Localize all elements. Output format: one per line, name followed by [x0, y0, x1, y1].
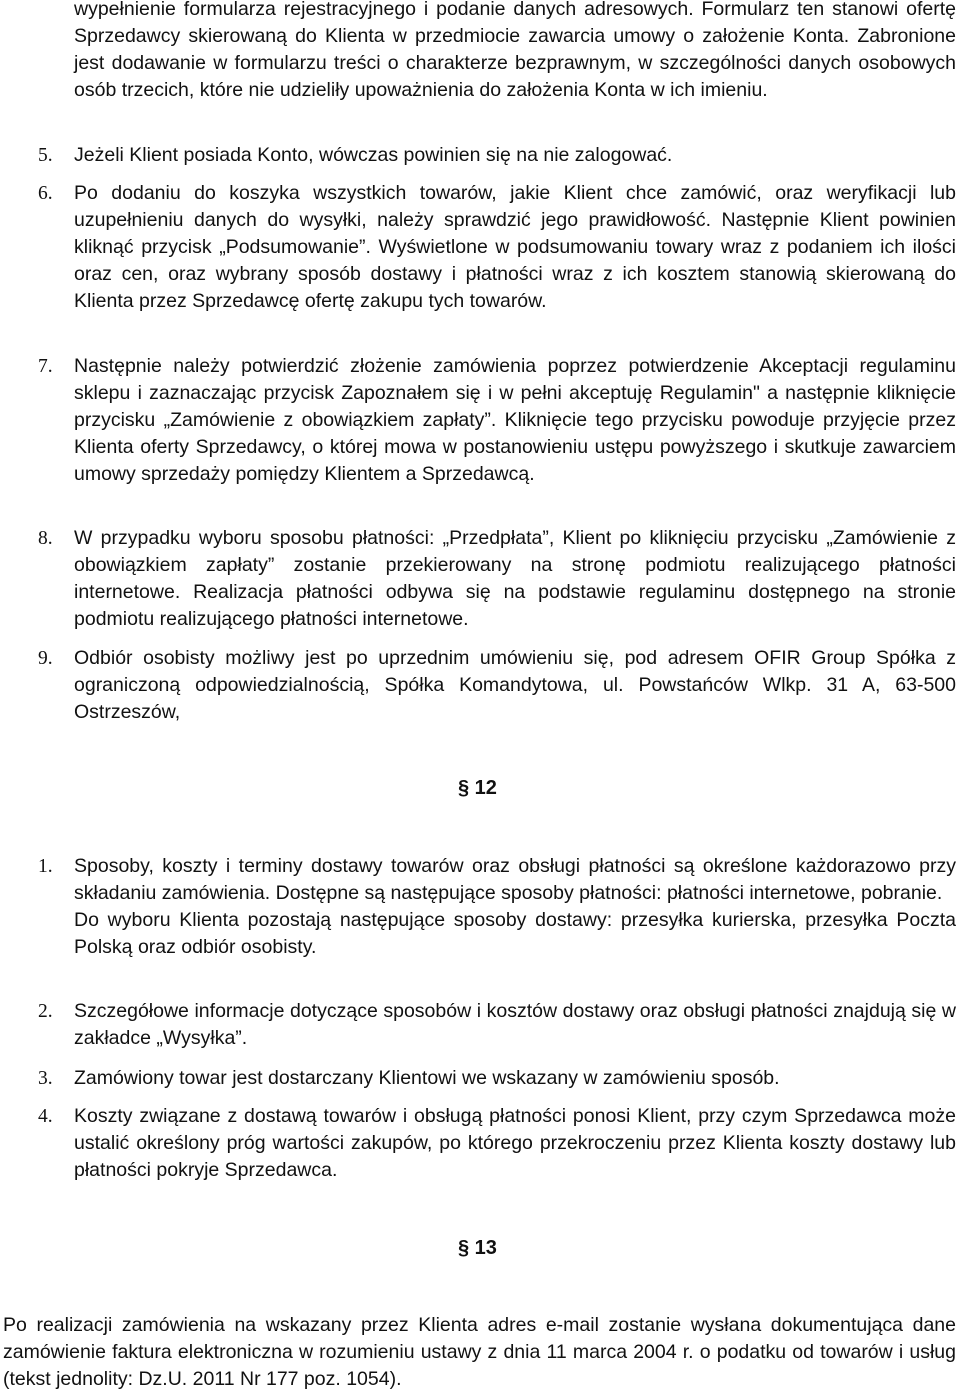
- list-item-text: W przypadku wyboru sposobu płatności: „Przedpłata”, Klient po kliknięciu przycisku „Zamówienie z obowiązkiem zapłaty” zostanie przekierowany na stronę podmiotu realizującego płatności internetowe. Realizacja płatności odbywa się na podstawie regulaminu dostępnego na stronie podmiotu realizującego płatności internetowe.: [74, 527, 956, 630]
- list-item-text: Jeżeli Klient posiada Konto, wówczas powinien się na nie zalogować.: [74, 144, 673, 166]
- list-item-number: 5.: [38, 145, 53, 166]
- list-item-number: 6.: [38, 183, 53, 204]
- list-item-number: 9.: [38, 648, 53, 669]
- list-item-text: Szczegółowe informacje dotyczące sposobów i kosztów dostawy oraz obsługi płatności znajdują się w zakładce „Wysyłka”.: [74, 1000, 956, 1049]
- list-item-text: Zamówiony towar jest dostarczany Klientowi we wskazany w zamówieniu sposób.: [74, 1067, 780, 1089]
- list-item-number: 8.: [38, 528, 53, 549]
- list-item-number: 1.: [38, 856, 53, 877]
- list-item-number: 4.: [38, 1106, 53, 1127]
- list-item-text: Odbiór osobisty możliwy jest po uprzednim umówieniu się, pod adresem OFIR Group Spółka z ograniczoną odpowiedzialnością, Spółka Komandytowa, ul. Powstańców Wlkp. 31 A, 63-500 Ostrzeszów,: [74, 647, 956, 723]
- list-item-text: Następnie należy potwierdzić złożenie zamówienia poprzez potwierdzenie Akceptacji regulaminu sklepu i zaznaczając przycisk Zapoznałem się i w pełni akceptuję Regulamin" a następnie kliknięcie przycisku „Zamówienie z obowiązkiem zapłaty”. Kliknięcie tego przycisku powoduje przyjęcie przez Klienta oferty Sprzedawcy, o której mowa w postanowieniu ustępu powyższego i skutkuje zawarciem umowy sprzedaży pomiędzy Klientem a Sprzedawcą.: [74, 355, 956, 485]
- list-item-number: 2.: [38, 1001, 53, 1022]
- list-item-text: Koszty związane z dostawą towarów i obsługą płatności ponosi Klient, przy czym Sprzedawca może ustalić określony próg wartości zakupów, po którego przekroczeniu przez Klienta koszty dostawy lub płatności pokryje Sprzedawca.: [74, 1105, 956, 1181]
- intro-paragraph: wypełnienie formularza rejestracyjnego i podanie danych adresowych. Formularz ten stanowi ofertę Sprzedawcy skierowaną do Klienta w przedmiocie zawarcia umowy o założenie Konta. Zabronione jest dodawanie w formularzu treści o charakterze bezprawnym, w szczególności danych osobowych osób trzecich, które nie udzieliły upoważnienia do założenia Konta w ich imieniu.: [74, 0, 956, 101]
- list-item-text: Sposoby, koszty i terminy dostawy towarów oraz obsługi płatności są określone każdorazowo przy składaniu zamówienia. Dostępne są następujące sposoby płatności: płatności internetowe, pobranie. Do wyboru Klienta pozostają następujące sposoby dostawy: przesyłka kurierska, przesyłka Poczta Polską oraz odbiór osobisty.: [74, 855, 956, 958]
- list-item-number: 3.: [38, 1068, 53, 1089]
- list-item-text: Po dodaniu do koszyka wszystkich towarów, jakie Klient chce zamówić, oraz weryfikacji lub uzupełnieniu danych do wysyłki, należy sprawdzić jego prawidłowość. Następnie Klient powinien kliknąć przycisk „Podsumowanie”. Wyświetlone w podsumowaniu towary wraz z podaniem ich ilości oraz cen, oraz wybrany sposób dostawy i płatności wraz z ich kosztem stanowią skierowaną do Klienta przez Sprzedawcę ofertę zakupu tych towarów.: [74, 182, 956, 312]
- section-paragraph: Po realizacji zamówienia na wskazany przez Klienta adres e-mail zostanie wysłana dokumentująca dane zamówienie faktura elektroniczna w rozumieniu ustawy z dnia 11 marca 2004 r. o podatku od towarów i usług (tekst jednolity: Dz.U. 2011 Nr 177 poz. 1054).: [3, 1314, 956, 1390]
- list-item-number: 7.: [38, 356, 53, 377]
